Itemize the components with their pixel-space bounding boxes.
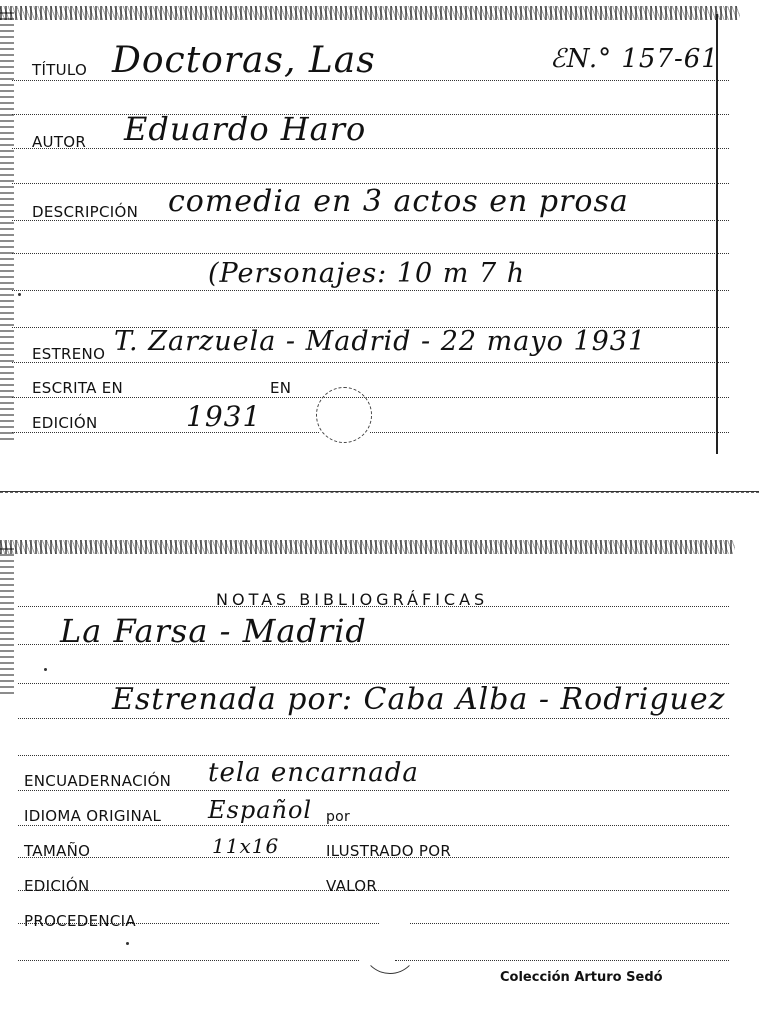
titulo-value: Doctoras, Las (112, 40, 376, 81)
rule-line (18, 790, 729, 791)
encuadernacion-label: ENCUADERNACIÓN (24, 772, 172, 790)
titulo-label: TÍTULO (32, 61, 88, 79)
rule-line (18, 960, 359, 961)
card-separator-dashed (0, 492, 759, 493)
encuadernacion-value: tela encarnada (208, 758, 419, 788)
tamano-label: TAMAÑO (24, 842, 91, 860)
speck (44, 668, 47, 671)
rule-line (12, 148, 729, 149)
autor-value: Eduardo Haro (124, 110, 367, 148)
rule-line (12, 114, 729, 115)
edicion-value: 1931 (186, 400, 262, 433)
ilustrado-label: ILUSTRADO POR (326, 842, 452, 860)
collection-credit: Colección Arturo Sedó (500, 970, 663, 985)
edicion-label: EDICIÓN (32, 414, 98, 432)
valor-label: VALOR (326, 877, 378, 895)
rule-line (12, 432, 319, 433)
idioma-label: IDIOMA ORIGINAL (24, 807, 162, 825)
descripcion-value: comedia en 3 actos en prosa (168, 184, 629, 219)
rule-line (12, 397, 369, 398)
descripcion-label: DESCRIPCIÓN (32, 203, 139, 221)
punch-hole (362, 918, 418, 974)
personajes-value: (Personajes: 10 m 7 h (208, 258, 526, 289)
rule-line (12, 290, 729, 291)
rule-line (410, 923, 729, 924)
card-torn-edge (0, 6, 740, 20)
rule-line (18, 718, 729, 719)
rule-line (370, 432, 729, 433)
notas-heading: NOTAS BIBLIOGRÁFICAS (216, 590, 489, 609)
autor-label: AUTOR (32, 133, 87, 151)
rule-line (12, 362, 729, 363)
en-label: EN (270, 379, 292, 397)
escrita-en-label: ESCRITA EN (32, 379, 124, 397)
card-torn-edge (0, 540, 735, 554)
rule-line (395, 960, 729, 961)
catalog-card-back (0, 530, 759, 1000)
rule-line (12, 253, 729, 254)
por-label: por (326, 809, 351, 825)
card-left-edge (0, 544, 14, 694)
estreno-label: ESTRENO (32, 345, 106, 363)
speck (126, 942, 129, 945)
tamano-value: 11x16 (212, 834, 280, 858)
catalog-number: ℰN.° 157-61 (550, 44, 719, 74)
rule-line (370, 397, 729, 398)
speck (18, 293, 21, 296)
rule-line (18, 755, 729, 756)
punch-hole (316, 387, 372, 443)
idioma-value: Español (208, 796, 313, 824)
rule-line (18, 825, 729, 826)
rule-line (18, 606, 729, 607)
catalog-card-front (0, 0, 759, 470)
estreno-value: T. Zarzuela - Madrid - 22 mayo 1931 (114, 326, 647, 357)
procedencia-label: PROCEDENCIA (24, 912, 136, 930)
card-left-edge (0, 10, 14, 440)
note-1: La Farsa - Madrid (60, 612, 367, 650)
note-2: Estrenada por: Caba Alba - Rodriguez (112, 682, 726, 717)
edicion-label: EDICIÓN (24, 877, 90, 895)
